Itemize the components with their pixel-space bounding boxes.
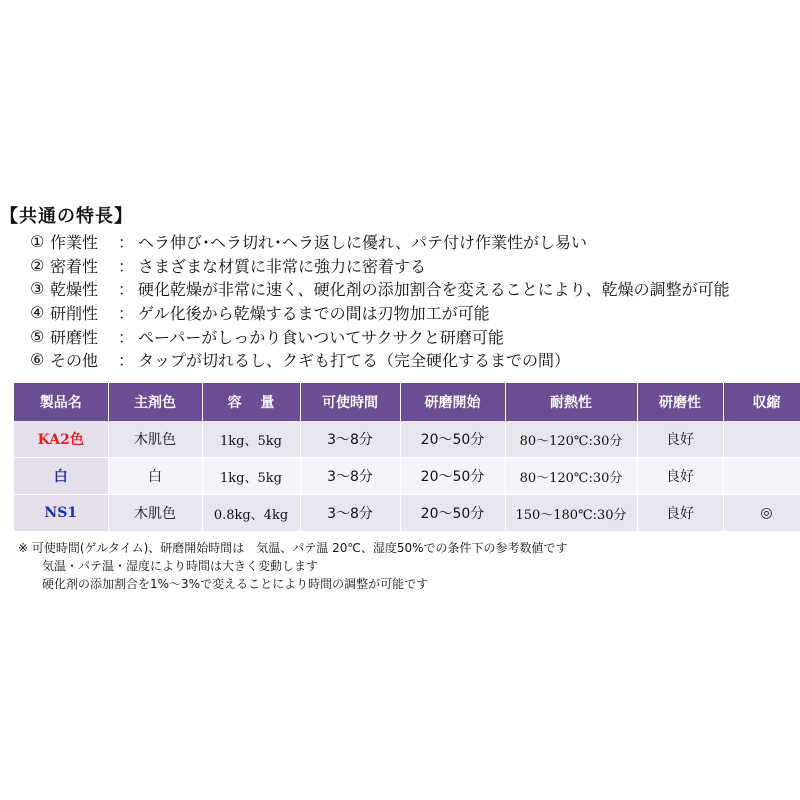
feature-item [30,254,800,278]
feature-number: ④ [30,303,45,323]
feature-list [0,230,800,372]
column-header-base-color: 主剤色 [108,383,202,421]
feature-description: ペーパーがしっかり食いついてサクサクと研磨可能 [138,327,504,347]
column-header-sanding-start: 研磨開始 [400,383,505,421]
table-cell [723,458,800,495]
table-cell: 木肌色 [108,421,202,458]
table-cell: 3～8分 [300,421,400,458]
table-cell: ◎ [723,495,800,532]
feature-separator: ： [118,280,135,300]
table-cell: 良好 [637,421,723,458]
table-cell: 150～180℃:30分 [505,495,637,532]
table-cell: 3～8分 [300,458,400,495]
table-row [14,458,800,495]
notes-section [18,539,568,593]
note-line: 気温・パテ温・湿度により時間は大きく変動します [42,559,319,573]
features-section [0,204,800,372]
column-header-product: 製品名 [14,383,108,421]
table-cell: 0.8kg、4kg [202,495,300,532]
column-header-pot-life: 可使時間 [300,383,400,421]
feature-separator: ： [118,351,135,371]
feature-number: ② [30,255,45,275]
table-cell: 80～120℃:30分 [505,421,637,458]
table-row [14,495,800,532]
feature-separator: ： [118,327,135,347]
feature-separator: ： [118,233,135,253]
table-cell: 3～8分 [300,495,400,532]
table-header-row [14,383,800,421]
feature-number: ① [30,232,45,252]
feature-item [30,348,800,372]
table-cell: 良好 [637,458,723,495]
feature-item [30,277,800,301]
table-cell: 20～50分 [400,495,505,532]
feature-number: ⑥ [30,350,45,370]
feature-description: さまざまな材質に非常に強力に密着する [138,256,427,276]
feature-description: ゲル化後から乾燥するまでの間は刃物加工が可能 [138,304,490,324]
feature-description: ヘラ伸び･ヘラ切れ･ヘラ返しに優れ、パテ付け作業性がし易い [138,233,587,253]
table-cell: 80～120℃:30分 [505,458,637,495]
feature-name: 密着性 [50,256,99,276]
table-cell: 良好 [637,495,723,532]
feature-number: ⑤ [30,326,45,346]
column-header-sandability: 研磨性 [637,383,723,421]
table-cell: 木肌色 [108,495,202,532]
table-cell [723,421,800,458]
table-cell: 20～50分 [400,421,505,458]
feature-separator: ： [118,304,135,324]
feature-item [30,324,800,348]
feature-item [30,230,800,254]
table-row [14,421,800,458]
column-header-capacity: 容 量 [202,383,300,421]
table-cell: 20～50分 [400,458,505,495]
feature-item [30,301,800,325]
table-cell: 1kg、5kg [202,458,300,495]
column-header-shrinkage: 収縮 [723,383,800,421]
product-name-cell: KA2色 [14,421,108,458]
product-name-cell: 白 [14,458,108,495]
table-cell: 白 [108,458,202,495]
feature-number: ③ [30,279,45,299]
column-header-heat-resistance: 耐熱性 [505,383,637,421]
feature-name: 研削性 [50,304,99,324]
feature-separator: ： [118,256,135,276]
feature-name: 研磨性 [50,327,99,347]
feature-name: 作業性 [50,233,99,253]
product-name-cell: NS1 [14,495,108,532]
table-cell: 1kg、5kg [202,421,300,458]
note-line: 硬化剤の添加割合を1%～3%で変えることにより時間の調整が可能です [42,577,429,591]
feature-name: 乾燥性 [50,280,99,300]
spec-table [14,383,800,532]
feature-description: 硬化乾燥が非常に速く、硬化剤の添加割合を変えることにより、乾燥の調整が可能 [138,280,730,300]
feature-description: タップが切れるし、クギも打てる（完全硬化するまでの間） [138,351,571,371]
feature-name: その他 [50,351,99,371]
note-line: ※ 可使時間(ゲルタイム)、研磨開始時間は 気温、パテ温 20℃、湿度50%での条件下の参考数値です [18,541,568,555]
features-title: 【共通の特長】 [0,206,133,227]
